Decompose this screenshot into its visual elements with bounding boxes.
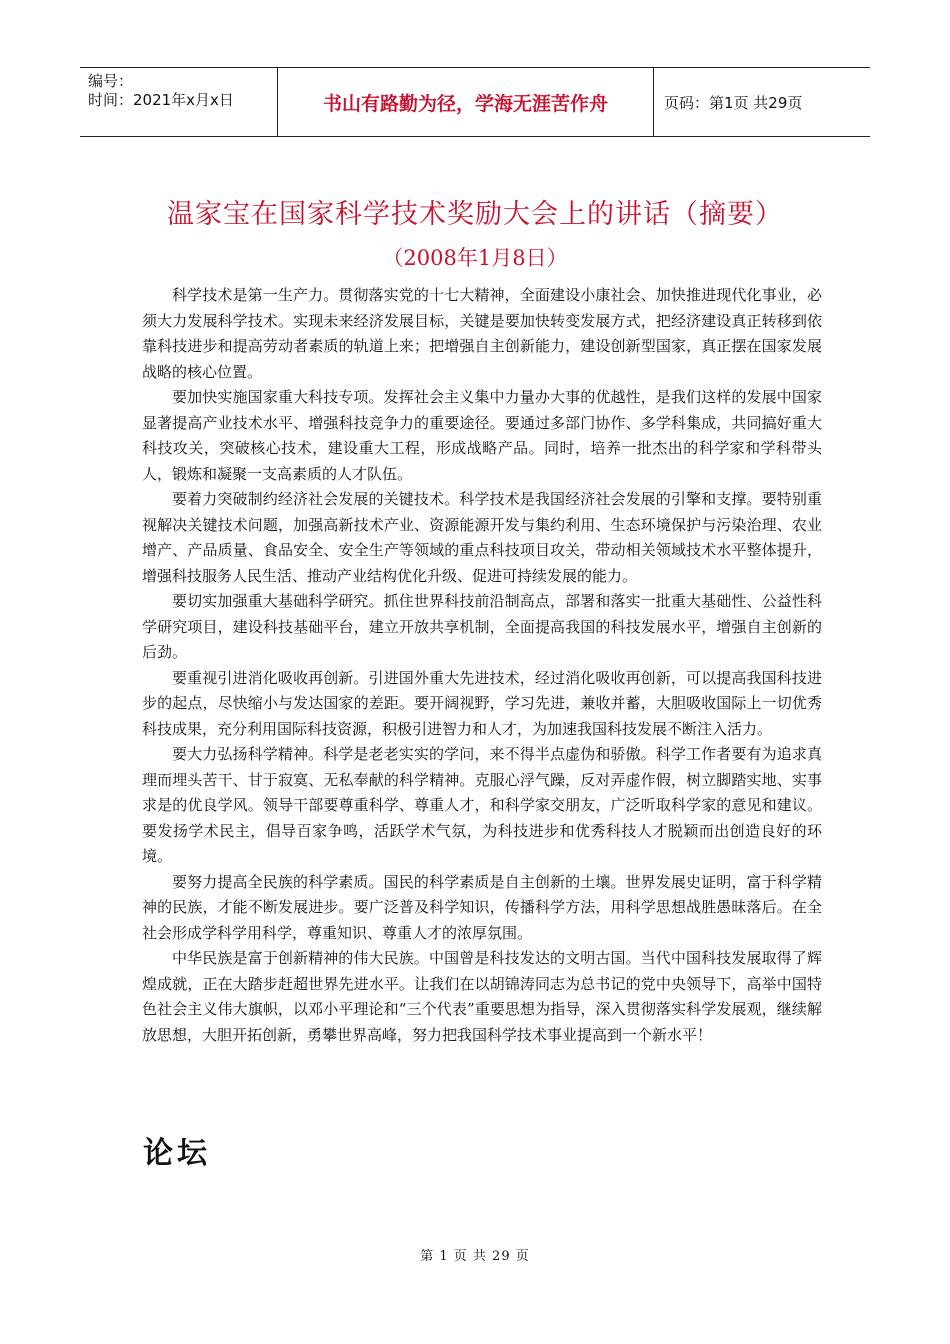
document-header <box>80 67 870 137</box>
body-paragraph: 要切实加强重大基础科学研究。抓住世界科技前沿制高点，部署和落实一批重大基础性、公益性科学研究项目，建设科技基础平台，建立开放共享机制，全面提高我国的科技发展水平，增强自主创新的后劲。 <box>142 592 822 661</box>
body-paragraph: 要着力突破制约经济社会发展的关键技术。科学技术是我国经济社会发展的引擎和支撑。要特别重视解决关键技术问题，加强高新技术产业、资源能源开发与集约利用、生态环境保护与污染治理、农业增产、产品质量、食品安全、安全生产等领域的重点科技项目攻关，带动相关领域技术水平整体提升，增强科技服务人民生活、推动产业结构优化升级、促进可持续发展的能力。 <box>142 490 822 585</box>
document-body <box>142 283 822 1048</box>
header-page-info: 页码：第1页 共29页 <box>664 93 803 112</box>
header-meta <box>80 68 278 136</box>
body-paragraph: 要大力弘扬科学精神。科学是老老实实的学问，来不得半点虚伪和骄傲。科学工作者要有为追求真理而埋头苦干、甘于寂寞、无私奉献的科学精神。克服心浮气躁，反对弄虚作假，树立脚踏实地、实事求是的优良学风。领导干部要尊重科学、尊重人才，和科学家交朋友，广泛听取科学家的意见和建议。要发扬学术民主，倡导百家争鸣，活跃学术气氛，为科技进步和优秀科技人才脱颖而出创造良好的环境。 <box>142 745 822 865</box>
body-paragraph: 要重视引进消化吸收再创新。引进国外重大先进技术，经过消化吸收再创新，可以提高我国科技进步的起点，尽快缩小与发达国家的差距。要开阔视野，学习先进，兼收并蓄，大胆吸收国际上一切优秀科技成果，充分利用国际科技资源，积极引进智力和人才，为加速我国科技发展不断注入活力。 <box>142 668 822 738</box>
document-title: 温家宝在国家科学技术奖励大会上的讲话（摘要） <box>167 199 783 230</box>
page-footer: 第 1 页 共 29 页 <box>420 1249 530 1264</box>
document-date: （2008年1月8日） <box>382 246 568 270</box>
body-paragraph: 要加快实施国家重大科技专项。发挥社会主义集中力量办大事的优越性，是我们这样的发展中国家显著提高产业技术水平、增强科技竞争力的重要途径。要通过多部门协作、多学科集成，共同搞好重大科技攻关，突破核心技术，建设重大工程，形成战略产品。同时，培养一批杰出的科学家和学科带头人，锻炼和凝聚一支高素质的人才队伍。 <box>142 388 822 483</box>
body-paragraph: 要努力提高全民族的科学素质。国民的科学素质是自主创新的土壤。世界发展史证明，富于科学精神的民族，才能不断发展进步。要广泛普及科学知识，传播科学方法，用科学思想战胜愚昧落后。在全社会形成学科学用科学，尊重知识、尊重人才的浓厚氛围。 <box>142 872 822 942</box>
header-time-label: 时间：2021年x月x日 <box>88 91 234 109</box>
header-motto: 书山有路勤为径，学海无涯苦作舟 <box>278 68 654 136</box>
body-paragraph: 中华民族是富于创新精神的伟大民族。中国曾是科技发达的文明古国。当代中国科技发展取得了辉煌成就，正在大踏步赶超世界先进水平。让我们在以胡锦涛同志为总书记的党中央领导下，高举中国特色社会主义伟大旗帜，以邓小平理论和“三个代表”重要思想为指导，深入贯彻落实科学发展观，继续解放思想，大胆开拓创新，勇攀世界高峰，努力把我国科学技术事业提高到一个新水平！ <box>142 949 822 1044</box>
header-number-label: 编号： <box>88 72 134 90</box>
section-heading: 论坛 <box>143 1136 211 1171</box>
body-paragraph: 科学技术是第一生产力。贯彻落实党的十七大精神，全面建设小康社会、加快推进现代化事业，必须大力发展科学技术。实现未来经济发展目标，关键是要加快转变发展方式，把经济建设真正转移到依靠科技进步和提高劳动者素质的轨道上来；把增强自主创新能力，建设创新型国家，真正摆在国家发展战略的核心位置。 <box>142 286 822 381</box>
